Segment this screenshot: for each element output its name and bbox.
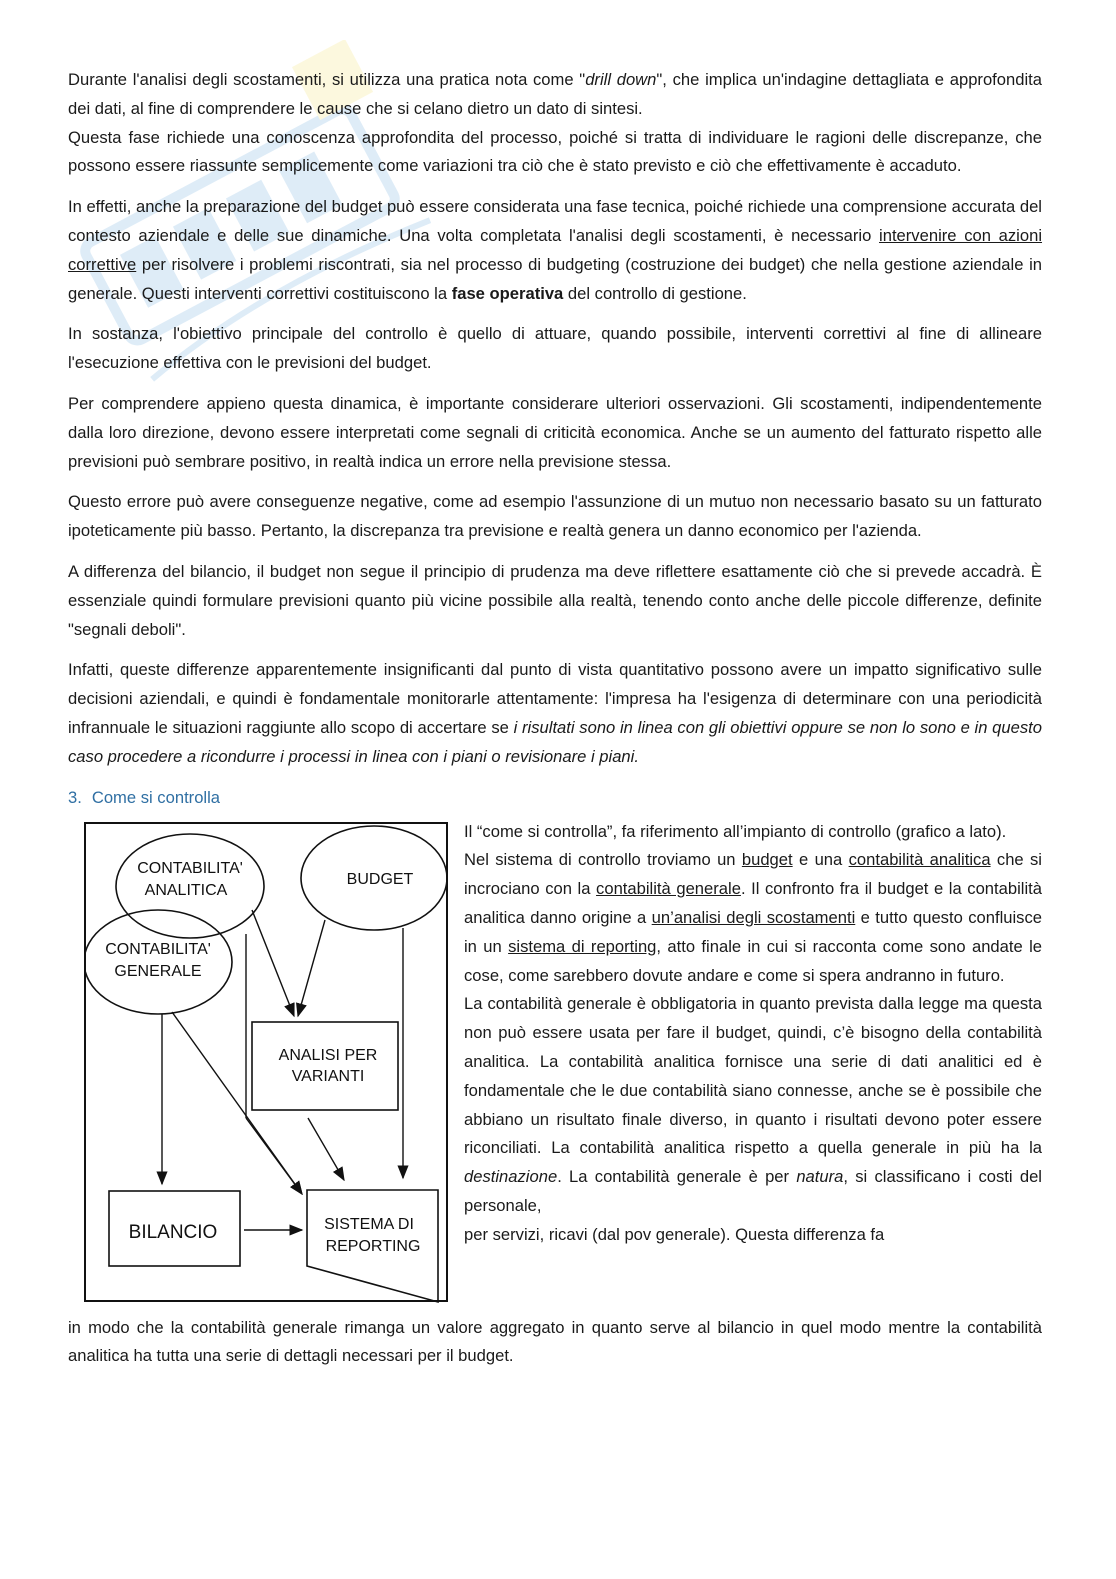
closing-paragraph: in modo che la contabilità generale rimanga un valore aggregato in quanto serve al bilancio in quel modo mentre la contabilità analitica ha tutta una serie di dettagli necessari per il budget.: [68, 1317, 1042, 1366]
side-accounting-comparison: La contabilità generale è obbligatoria in quanto prevista dalla legge ma questa non può essere usata per fare il budget, quindi, c’è bisogno della contabilità analitica. La contabilità analitica fornisce una serie di dati analitici ed è fondamentale che le due contabilità siano connesse, anche se è possibile che abbiano un risultato finale diverso, in quanto i risultati devono poter essere riconciliati. La contabilità analitica rispetto a quella generale in più ha la destinazione. La contabilità generale è per natura, si classificano i costi del personale,: [464, 994, 1042, 1215]
section-body: [68, 818, 1042, 1314]
term-contabilita-generale: contabilità generale: [596, 879, 741, 899]
section-number: 3.: [68, 787, 82, 807]
contabilita-generale-node: [84, 910, 232, 1014]
closing-block: [68, 1314, 1042, 1372]
paragraph-corrective-actions: In effetti, anche la preparazione del budget può essere considerata una fase tecnica, poiché richiede una comprensione accurata del contesto aziendale e delle sue dinamiche. Una volta completata l'analisi degli scostamenti, è necessario intervenire con azioni correttive per risolvere i problemi riscontrati, sia nel processo di budgeting (costruzione dei budget) che nella gestione aziendale in generale. Questi interventi correttivi costituiscono la fase operativa del controllo di gestione.: [68, 197, 1043, 303]
paragraph-control-objective: In sostanza, l'obiettivo principale del controllo è quello di attuare, quando possibile, interventi correttivi al fine di allineare l'esecuzione effettiva con le previsioni del budget.: [68, 324, 1042, 373]
paragraph-monitoring: Infatti, queste differenze apparentemente insignificanti dal punto di vista quantitativo possono avere un impatto significativo sulle decisioni aziendali, e quindi è fondamentale monitorarle attentamente: l'impresa ha l'esigenza di determinare con una periodicità infrannuale le situazioni raggiunte allo scopo di accertare se i risultati sono in linea con gli obiettivi oppure se non lo sono e in questo caso procedere a ricondurre i processi in linea con i piani o revisionare i piani.: [68, 660, 1042, 766]
analisi-varianti-node: [252, 1022, 398, 1110]
paragraph-weak-signals: A differenza del bilancio, il budget non segue il principio di prudenza ma deve riflettere esattamente ciò che si prevede accadrà. È essenziale quindi formulare previsioni quanto più vicine possibile alla realtà, tenendo conto anche delle piccole differenze, definite "segnali deboli".: [68, 561, 1042, 639]
term-analisi-scostamenti: un’analisi degli scostamenti: [651, 907, 856, 927]
budget-label: BUDGET: [346, 870, 414, 888]
drill-down-term: drill down: [585, 70, 657, 89]
arrow-analitica-to-analisi: [252, 910, 294, 1016]
operative-phase-bold: fase operativa: [451, 283, 564, 303]
bilancio-label: BILANCIO: [128, 1221, 218, 1243]
term-budget: budget: [741, 850, 793, 870]
paragraph-process-knowledge: Questa fase richiede una conoscenza approfondita del processo, poiché si tratta di individuare le ragioni delle discrepanze, che possono essere riassunte semplicemente come variazioni tra ciò che è stato previsto e ciò che effettivamente è accaduto.: [68, 127, 1042, 176]
control-system-diagram: [84, 818, 466, 1306]
page-content: [68, 66, 1042, 1371]
corrective-actions-underlined: intervenire con azioni correttive: [68, 225, 1043, 274]
sistema-reporting-label-2: REPORTING: [325, 1237, 421, 1255]
arrow-budget-to-analisi: [298, 920, 325, 1016]
sistema-reporting-label-1: SISTEMA DI: [324, 1215, 414, 1233]
section-title: Come si controlla: [91, 787, 221, 807]
side-text-column: [464, 818, 1042, 1250]
contabilita-generale-label-2: GENERALE: [114, 962, 202, 980]
analisi-varianti-label-1: ANALISI PER: [278, 1046, 378, 1064]
side-difference: per servizi, ricavi (dal pov generale). Questa differenza fa: [464, 1224, 885, 1244]
term-sistema-reporting: sistema di reporting: [508, 936, 657, 956]
paragraph-forecast-error: Questo errore può avere conseguenze negative, come ad esempio l'assunzione di un mutuo non necessario basato su un fatturato ipoteticamente più basso. Pertanto, la discrepanza tra previsione e realtà genera un danno economico per l'azienda.: [68, 492, 1042, 541]
paragraph-drill-down: Durante l'analisi degli scostamenti, si utilizza una pratica nota come "drill down", che implica un'indagine dettagliata e approfondita dei dati, al fine di comprendere le cause che si celano dietro un dato di sintesi.: [68, 70, 1042, 118]
arrow-analitica-to-reporting-b: [246, 1118, 302, 1194]
side-control-system: Nel sistema di controllo troviamo un budget e una contabilità analitica che si incrociano con la contabilità generale. Il confronto fra il budget e la contabilità analitica danno origine a un’analisi degli scostamenti e tutto questo confluisce in un sistema di reporting, atto finale in cui si racconta come sono andate le cose, come sarebbero dovute andare e come si spera andranno in futuro.: [464, 850, 1042, 985]
arrow-analisi-to-reporting: [308, 1118, 344, 1180]
analisi-varianti-label-2: VARIANTI: [291, 1067, 365, 1085]
side-intro: Il “come si controlla”, fa riferimento all’impianto di controllo (grafico a lato).: [464, 821, 1007, 841]
contabilita-generale-label-1: CONTABILITA': [105, 940, 211, 958]
contabilita-analitica-label-2: ANALITICA: [144, 881, 228, 899]
contabilita-analitica-label-1: CONTABILITA': [137, 859, 243, 877]
term-contabilita-analitica: contabilità analitica: [848, 850, 991, 870]
section-heading: [68, 784, 1042, 812]
paragraph-deviations: Per comprendere appieno questa dinamica, è importante considerare ulteriori osservazioni. Gli scostamenti, indipendentemente dalla loro direzione, devono essere interpretati come segnali di criticità economica. Anche se un aumento del fatturato rispetto alle previsioni può sembrare positivo, in realtà indica un errore nella previsione stessa.: [68, 393, 1042, 471]
